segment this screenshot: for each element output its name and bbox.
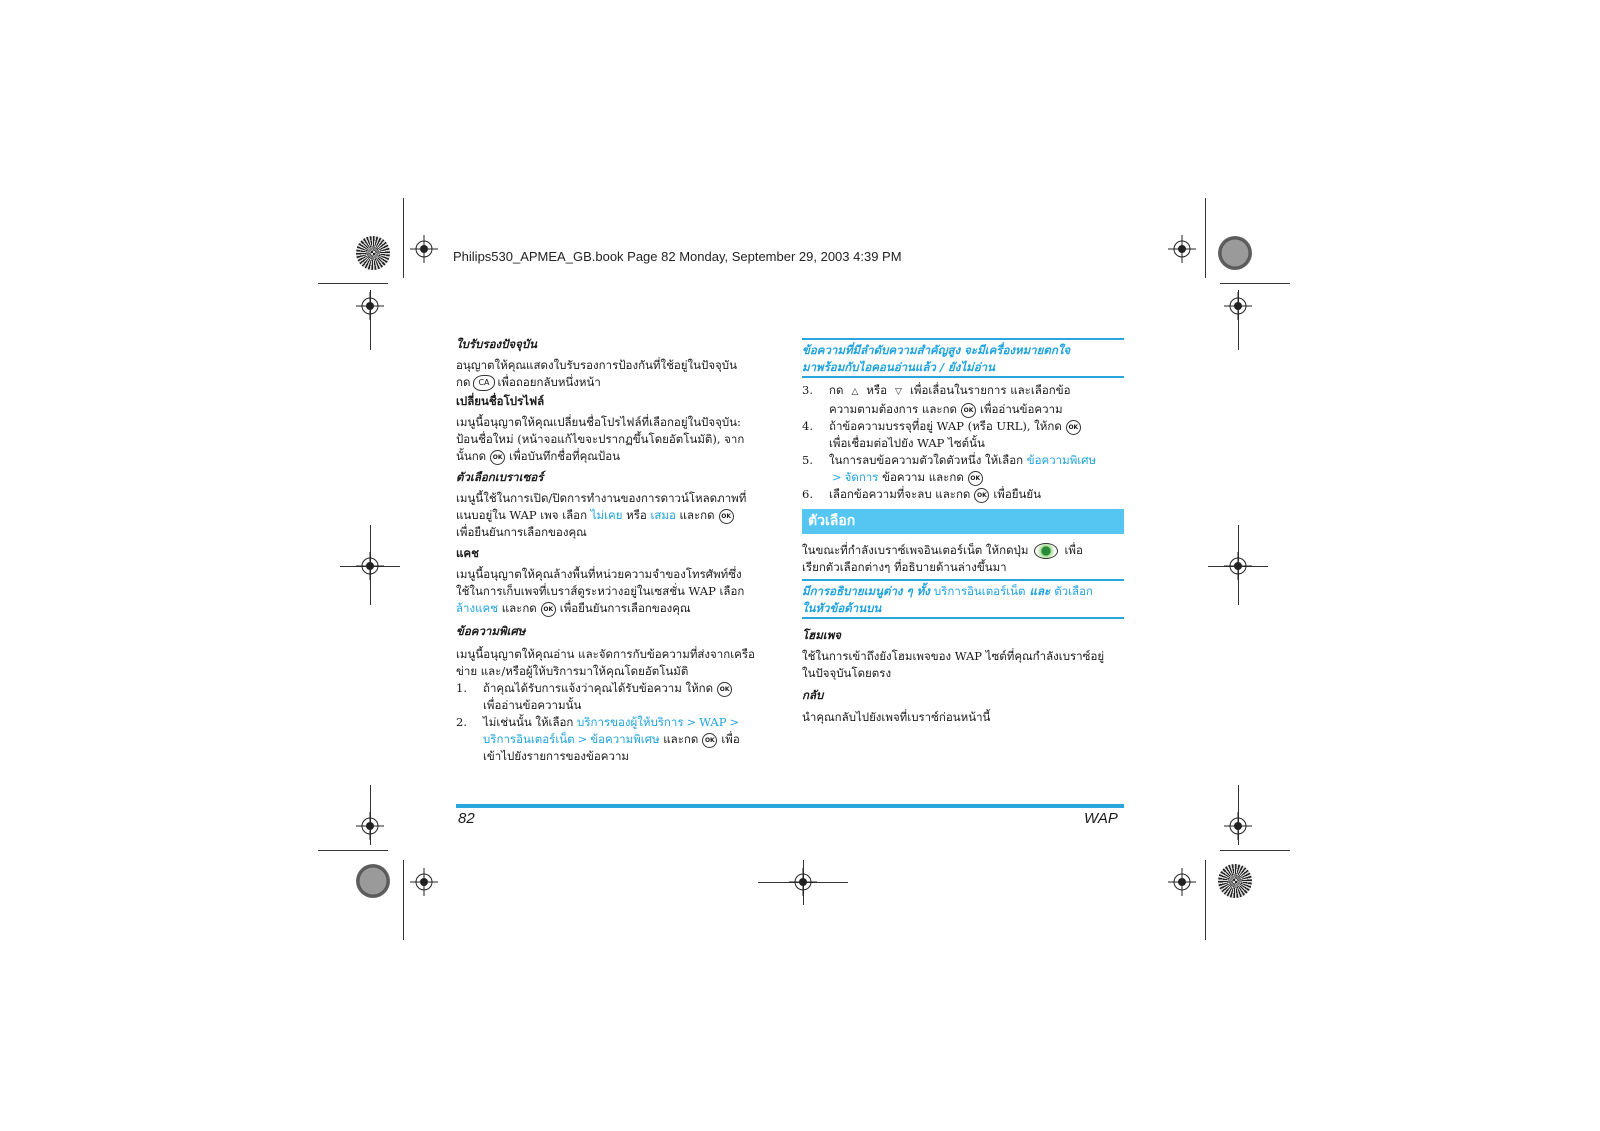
options-banner: ตัวเลือก: [802, 509, 1124, 534]
note-rule: [802, 376, 1124, 378]
back-title: กลับ: [802, 688, 824, 702]
note-rule: [802, 338, 1124, 340]
note-text: มีการอธิบายเมนูต่าง ๆ ทั้ง บริการอินเตอร์เน็ต และ ตัวเลือก: [802, 584, 1093, 598]
left-column: ใบรับรองปัจจุบัน อนุญาตให้คุณแสดงใบรับรองการป้องกันที่ใช้อยู่ในปัจจุบัน กด CA เพื่อถอยกลับหนึ่งหน้า เปลี่ยนชื่อโปรไฟล์ เมนูนี้อนุญาตให้คุณเปลี่ยนชื่อโปรไฟล์ที่เลือกอยู่ในปัจจุบัน: ป้อนชื่อใหม่ (หน้าจอแก้ไขจะปรากฏขึ้นโดยอัตโนมัติ), จาก นั้นกด OK เพื่อบันทึกชื่อที่คุณป้อน ตัวเลือกเบราเซอร์ เมนูนี้ใช้ในการเปิด/ปิดการทำงานของการดาวน์โหลดภาพที่ แนบอยู่ใน WAP เพจ เลือก ไม่เคย หรือ เสมอ และกด OK เพื่อยืนยันการเลือกของคุณ แคช เมนูนี้อนุญาตให้คุณล้างพื้นที่หน่วยความจำของโทรศัพท์ซึ่ง ใช้ในการเก็บเพจที่เบราส์ดูระหว่างอยู่ในเซสชั่น WAP เลือก ล้างแคช และกด OK เพื่อยืนยันการเลือกของคุณ ข้อความพิเศษ เมนูนี้อนุญาตให้คุณอ่าน และจัดการกับข้อความที่ส่งจากเครือ ข่าย และ/หรือผู้ให้บริการมาให้คุณโดยอัตโนมัติ 1. ถ้าคุณได้รับการแจ้งว่าคุณได้รับข้อความ ให้กด OK เพื่ออ่านข้อความนั้น 2. ไม่เช่นนั้น ให้เลือก บริการของผู้ให้บริการ > WAP > บริการอินเตอร์เน็ต > ข้อความพิเศษ และกด OK เพื่อ เข้าไปยังรายการของข้อความ: [456, 336, 772, 765]
gray-disc-mark-icon: [356, 864, 390, 898]
registration-mark-icon: [410, 235, 438, 263]
registration-mark-icon: [1224, 552, 1252, 580]
link-push-inbox[interactable]: ข้อความพิเศษ: [1026, 453, 1097, 467]
ok-key-icon: OK: [974, 488, 989, 503]
note-text: ข้อความที่มีลำดับความสำคัญสูง จะมีเครื่องหมายตกใจ: [802, 343, 1071, 357]
push-title: ข้อความพิเศษ: [456, 624, 526, 638]
ok-key-icon: OK: [702, 733, 717, 748]
ca-key-icon: CA: [473, 375, 494, 391]
footer-rule: [456, 804, 1124, 808]
book-header: Philips530_APMEA_GB.book Page 82 Monday, September 29, 2003 4:39 PM: [453, 249, 902, 264]
ok-key-icon: OK: [961, 403, 976, 418]
page-number: 82: [458, 810, 475, 827]
list-item: 5. ในการลบข้อความตัวใดตัวหนึ่ง ให้เลือก ข้อความพิเศษ > จัดการ ข้อความ และกด OK: [802, 453, 1097, 484]
ok-key-icon: OK: [717, 682, 732, 697]
registration-mark-icon: [356, 552, 384, 580]
link-internet-services[interactable]: บริการอินเตอร์เน็ต: [483, 732, 575, 746]
rename-title: เปลี่ยนชื่อโปรไฟล์: [456, 394, 545, 408]
ok-key-icon: OK: [968, 471, 983, 486]
home-title: โฮมเพจ: [802, 628, 842, 642]
link-internet-services[interactable]: บริการอินเตอร์เน็ต: [933, 584, 1026, 598]
list-item: 6. เลือกข้อความที่จะลบ และกด OK เพื่อยืนยัน: [802, 487, 1041, 501]
cert-body: อนุญาตให้คุณแสดงใบรับรองการป้องกันที่ใช้อยู่ในปัจจุบัน: [456, 358, 737, 372]
registration-mark-icon: [410, 868, 438, 896]
link-options[interactable]: ตัวเลือก: [1054, 584, 1093, 598]
list-item: 1. ถ้าคุณได้รับการแจ้งว่าคุณได้รับข้อความ ให้กด OK เพื่ออ่านข้อความนั้น: [456, 680, 772, 714]
up-key-icon: △: [851, 387, 859, 397]
link-wap[interactable]: WAP: [699, 715, 727, 729]
ok-key-icon: OK: [541, 602, 556, 617]
starburst-mark-icon: [1218, 864, 1252, 898]
ok-key-icon: OK: [1066, 420, 1081, 435]
link-always[interactable]: เสมอ: [650, 508, 676, 522]
registration-mark-icon: [1224, 292, 1252, 320]
link-manage[interactable]: จัดการ: [844, 470, 879, 484]
ok-key-icon: OK: [719, 509, 734, 524]
cert-title: ใบรับรองปัจจุบัน: [456, 337, 538, 351]
gray-disc-mark-icon: [1218, 236, 1252, 270]
list-item: 4. ถ้าข้อความบรรจุที่อยู่ WAP (หรือ URL), ให้กด OK เพื่อเชื่อมต่อไปยัง WAP ไซต์นั้น: [802, 418, 1124, 452]
cache-title: แคช: [456, 546, 479, 560]
link-push-inbox[interactable]: ข้อความพิเศษ: [590, 732, 660, 746]
link-operator-services[interactable]: บริการของผู้ให้บริการ: [577, 715, 684, 729]
ok-key-icon: OK: [490, 450, 505, 465]
registration-mark-icon: [356, 812, 384, 840]
navigation-key-icon: [1034, 543, 1058, 559]
chapter-name: WAP: [1084, 810, 1118, 827]
right-column: ข้อความที่มีลำดับความสำคัญสูง จะมีเครื่องหมายตกใจ มาพร้อมกับไอคอนอ่านแล้ว / ยังไม่อ่าน 3. กด △ หรือ ▽ เพื่อเลื่อนในรายการ และเลือกข้อ ความตามต้องการ และกด OK เพื่ออ่านข้อความ 4. ถ้าข้อความบรรจุที่อยู่ WAP (หรือ URL), ให้กด OK เพื่อเชื่อมต่อไปยัง WAP ไซต์นั้น 5. ในการลบข้อความตัวใดตัวหนึ่ง ให้เลือก ข้อความพิเศษ > จัดการ ข้อความ และกด OK 6. เลือกข้อความที่จะลบ และกด OK เพื่อยืนยัน ตัวเลือก ในขณะที่กำลังเบราซ์เพจอินเตอร์เน็ต ให้กดปุ่ม เพื่อ เรียกตัวเลือกต่างๆ ที่อธิบายด้านล่างขึ้นมา มีการอธิบายเมนูต่าง ๆ ทั้ง บริการอินเตอร์เน็ต และ ตัวเลือก ในหัวข้อด้านบน โฮมเพจ ใช้ในการเข้าถึงยังโฮมเพจของ WAP ไซต์ที่คุณกำลังเบราซ์อยู่ ในปัจจุบันโดยตรง กลับ นำคุณกลับไปยังเพจที่เบราซ์ก่อนหน้านี้: [802, 338, 1124, 726]
starburst-mark-icon: [356, 236, 390, 270]
browser-title: ตัวเลือกเบราเซอร์: [456, 470, 544, 484]
registration-mark-icon: [1168, 235, 1196, 263]
list-item: 3. กด △ หรือ ▽ เพื่อเลื่อนในรายการ และเลือกข้อ ความตามต้องการ และกด OK เพื่ออ่านข้อความ: [802, 383, 1071, 416]
registration-mark-icon: [356, 292, 384, 320]
note-rule: [802, 579, 1124, 581]
down-key-icon: ▽: [895, 387, 902, 397]
link-never[interactable]: ไม่เคย: [590, 508, 623, 522]
note-rule: [802, 617, 1124, 619]
list-item: 2. ไม่เช่นนั้น ให้เลือก บริการของผู้ให้บริการ > WAP > บริการอินเตอร์เน็ต > ข้อความพิเศษ และกด OK เพื่อ เข้าไปยังรายการของข้อความ: [456, 715, 740, 763]
registration-mark-icon: [1168, 868, 1196, 896]
link-clear-cache[interactable]: ล้างแคช: [456, 601, 499, 615]
registration-mark-icon: [789, 868, 817, 896]
registration-mark-icon: [1224, 812, 1252, 840]
